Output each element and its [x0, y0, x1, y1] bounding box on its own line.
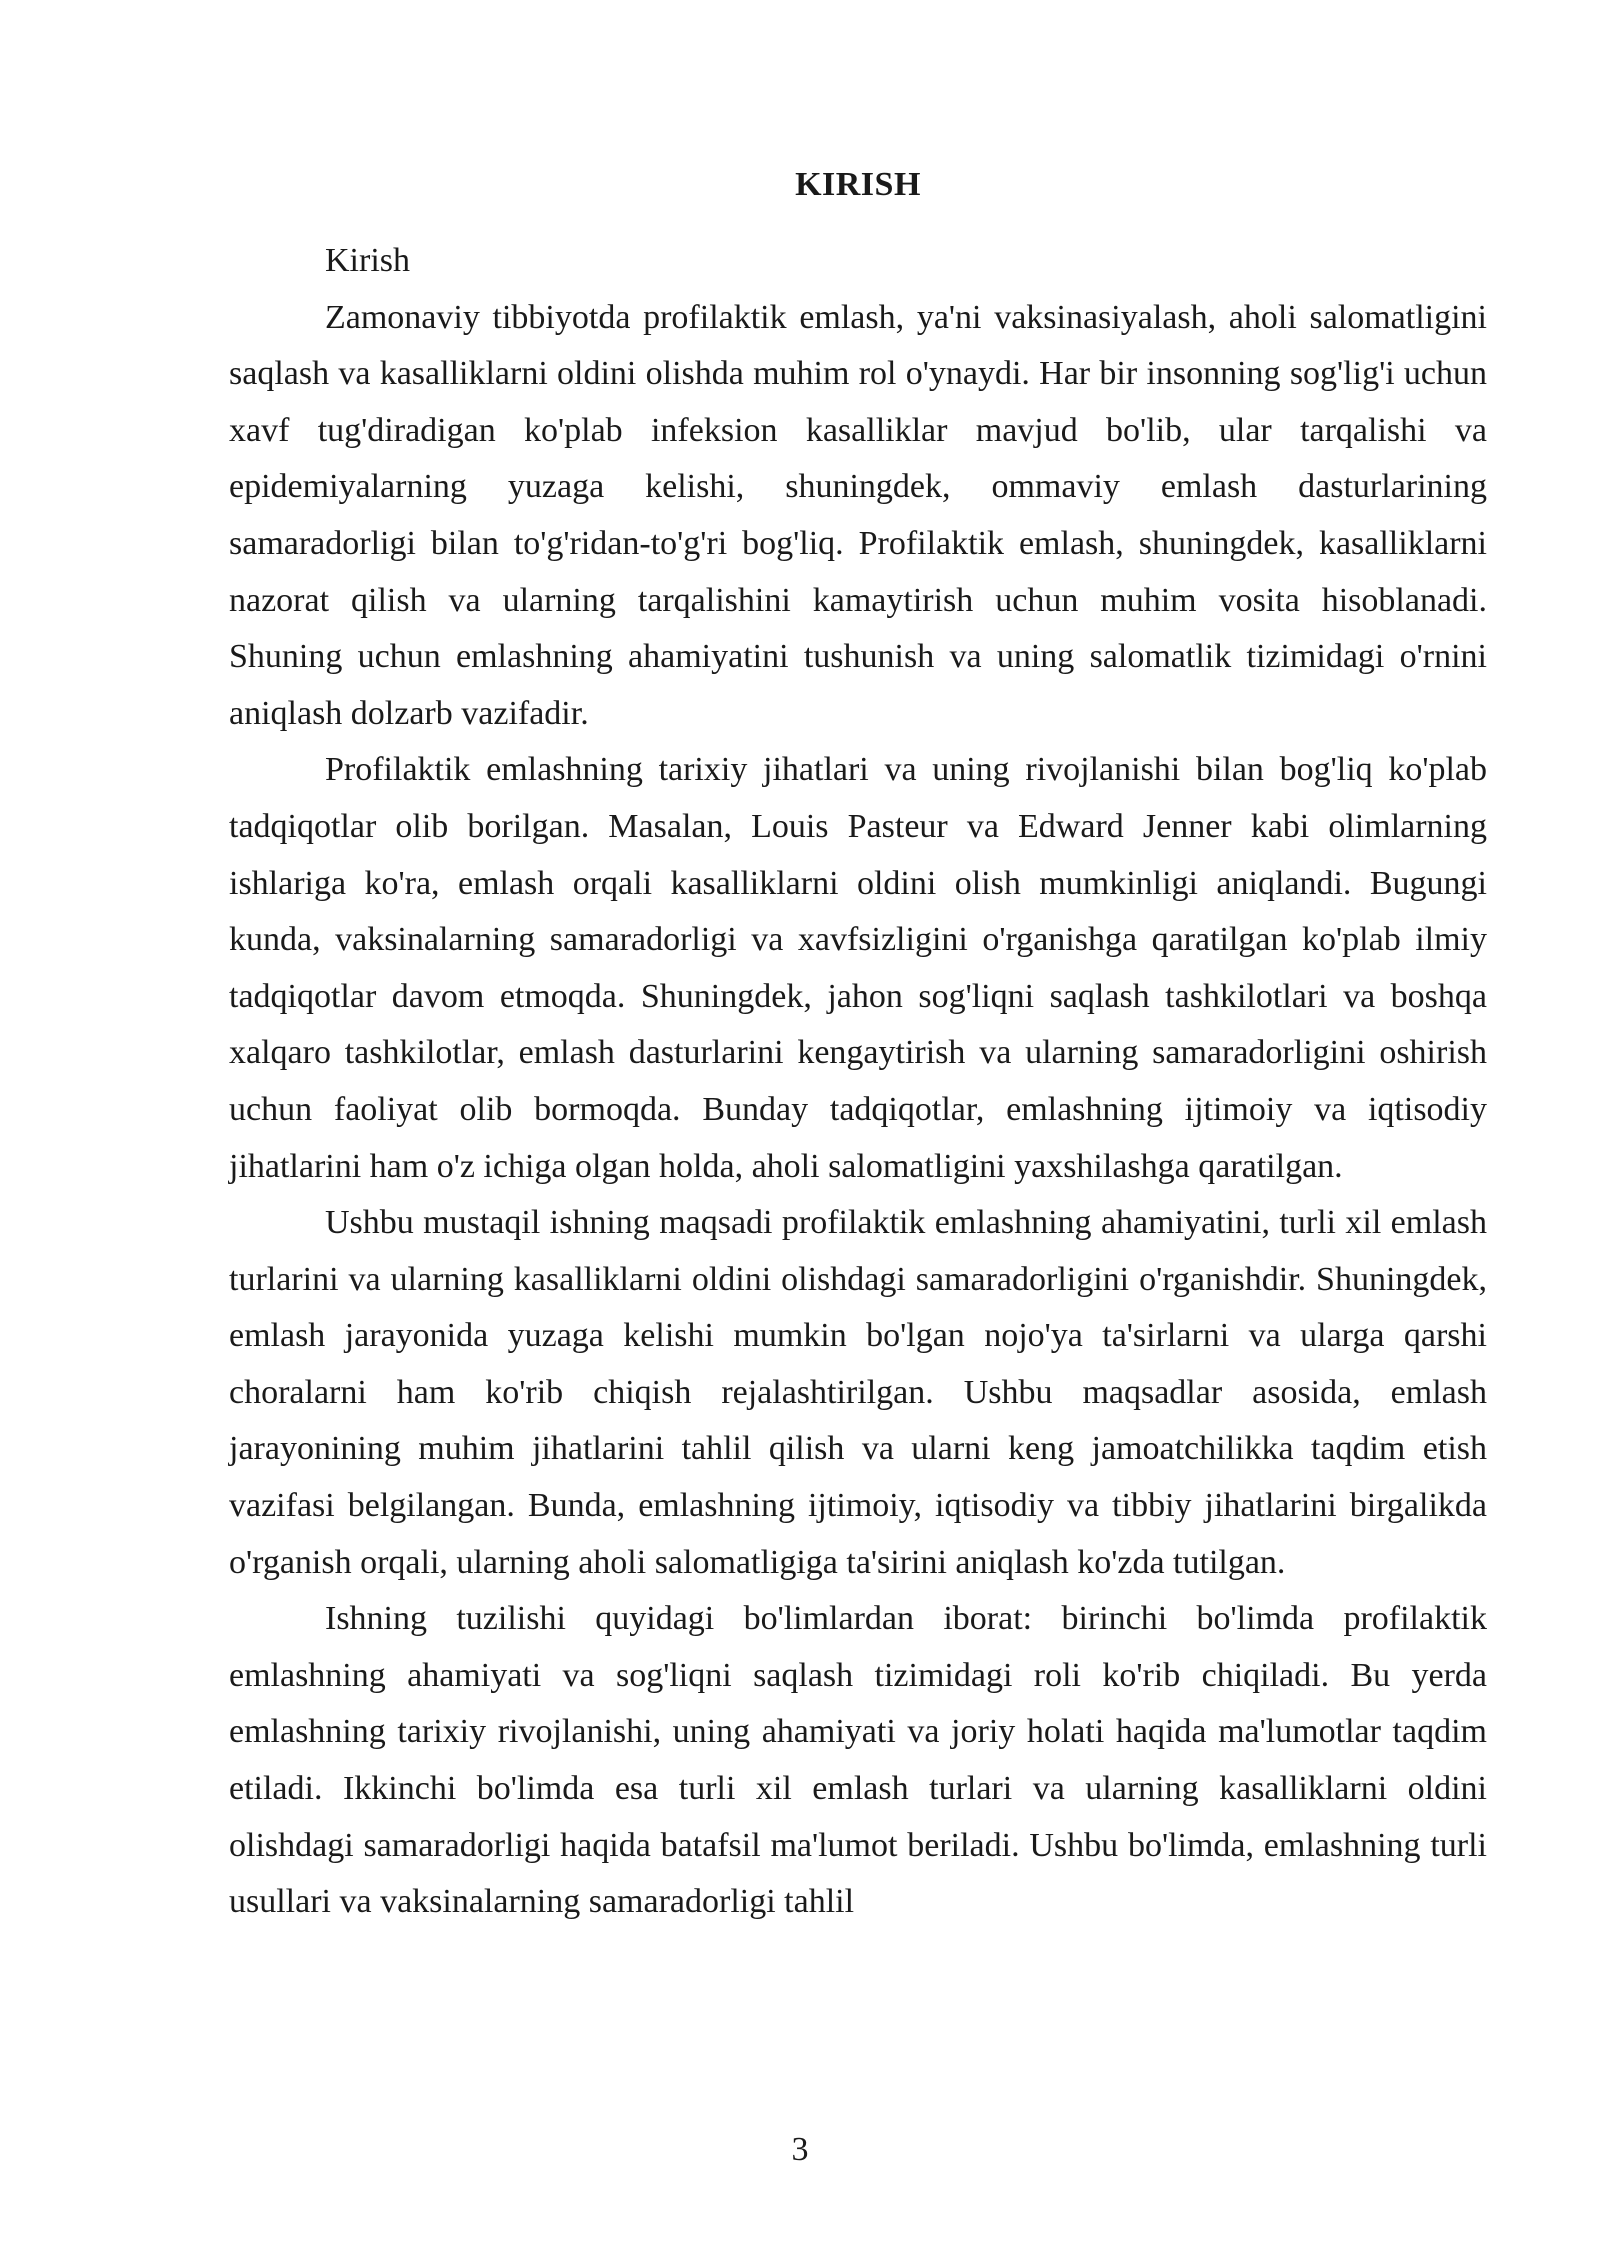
paragraph-3: Ushbu mustaqil ishning maqsadi profilaktik emlashning ahamiyatini, turli xil emlash turlarini va ularning kasalliklarni oldini olishdagi samaradorligini o'rganishdir. Shuningdek, emlash jarayonida yuzaga kelishi mumkin bo'lgan nojo'ya ta'sirlarni va ularga qarshi choralarni ham ko'rib chiqish rejalashtirilgan. Ushbu maqsadlar asosida, emlash jarayonining muhim jihatlarini tahlil qilish va ularni keng jamoatchilikka taqdim etish vazifasi belgilangan. Bunda, emlashning ijtimoiy, iqtisodiy va tibbiy jihatlarini birgalikda o'rganish orqali, ularning aholi salomatligiga ta'sirini aniqlash ko'zda tutilgan.	[229, 1204, 1487, 1581]
paragraph-heading: Kirish	[325, 242, 410, 279]
paragraph-1: Zamonaviy tibbiyotda profilaktik emlash, ya'ni vaksinasiyalash, aholi salomatligini saqlash va kasalliklarni oldini olishda muhim rol o'ynaydi. Har bir insonning sog'lig'i uchun xavf tug'diradigan ko'plab infeksion kasalliklar mavjud bo'lib, ular tarqalishi va epidemiyalarning yuzaga kelishi, shuningdek, ommaviy emlash dasturlarining samaradorligi bilan to'g'ridan-to'g'ri bog'liq. Profilaktik emlash, shuningdek, kasalliklarni nazorat qilish va ularning tarqalishini kamaytirish uchun muhim vosita hisoblanadi. Shuning uchun emlashning ahamiyatini tushunish va uning salomatlik tizimidagi o'rnini aniqlash dolzarb vazifadir.	[229, 298, 1487, 732]
page-title: KIRISH	[795, 166, 921, 203]
page-number: 3	[791, 2131, 809, 2168]
page-content	[229, 165, 1487, 1931]
paragraph-4: Ishning tuzilishi quyidagi bo'limlardan iborat: birinchi bo'limda profilaktik emlashning ahamiyati va sog'liqni saqlash tizimidagi roli ko'rib chiqiladi. Bu yerda emlashning tarixiy rivojlanishi, uning ahamiyati va joriy holati haqida ma'lumotlar taqdim etiladi. Ikkinchi bo'limda esa turli xil emlash turlari va ularning kasalliklarni oldini olishdagi samaradorligi haqida batafsil ma'lumot beriladi. Ushbu bo'limda, emlashning turli usullari va vaksinalarning samaradorligi tahlil	[229, 1600, 1487, 1921]
paragraph-2: Profilaktik emlashning tarixiy jihatlari va uning rivojlanishi bilan bog'liq ko'plab tadqiqotlar olib borilgan. Masalan, Louis Pasteur va Edward Jenner kabi olimlarning ishlariga ko'ra, emlash orqali kasalliklarni oldini olish mumkinligi aniqlandi. Bugungi kunda, vaksinalarning samaradorligi va xavfsizligini o'rganishga qaratilgan ko'plab ilmiy tadqiqotlar davom etmoqda. Shuningdek, jahon sog'liqni saqlash tashkilotlari va boshqa xalqaro tashkilotlar, emlash dasturlarini kengaytirish va ularning samaradorligini oshirish uchun faoliyat olib bormoqda. Bunday tadqiqotlar, emlashning ijtimoiy va iqtisodiy jihatlarini ham o'z ichiga olgan holda, aholi salomatligini yaxshilashga qaratilgan.	[229, 751, 1487, 1185]
